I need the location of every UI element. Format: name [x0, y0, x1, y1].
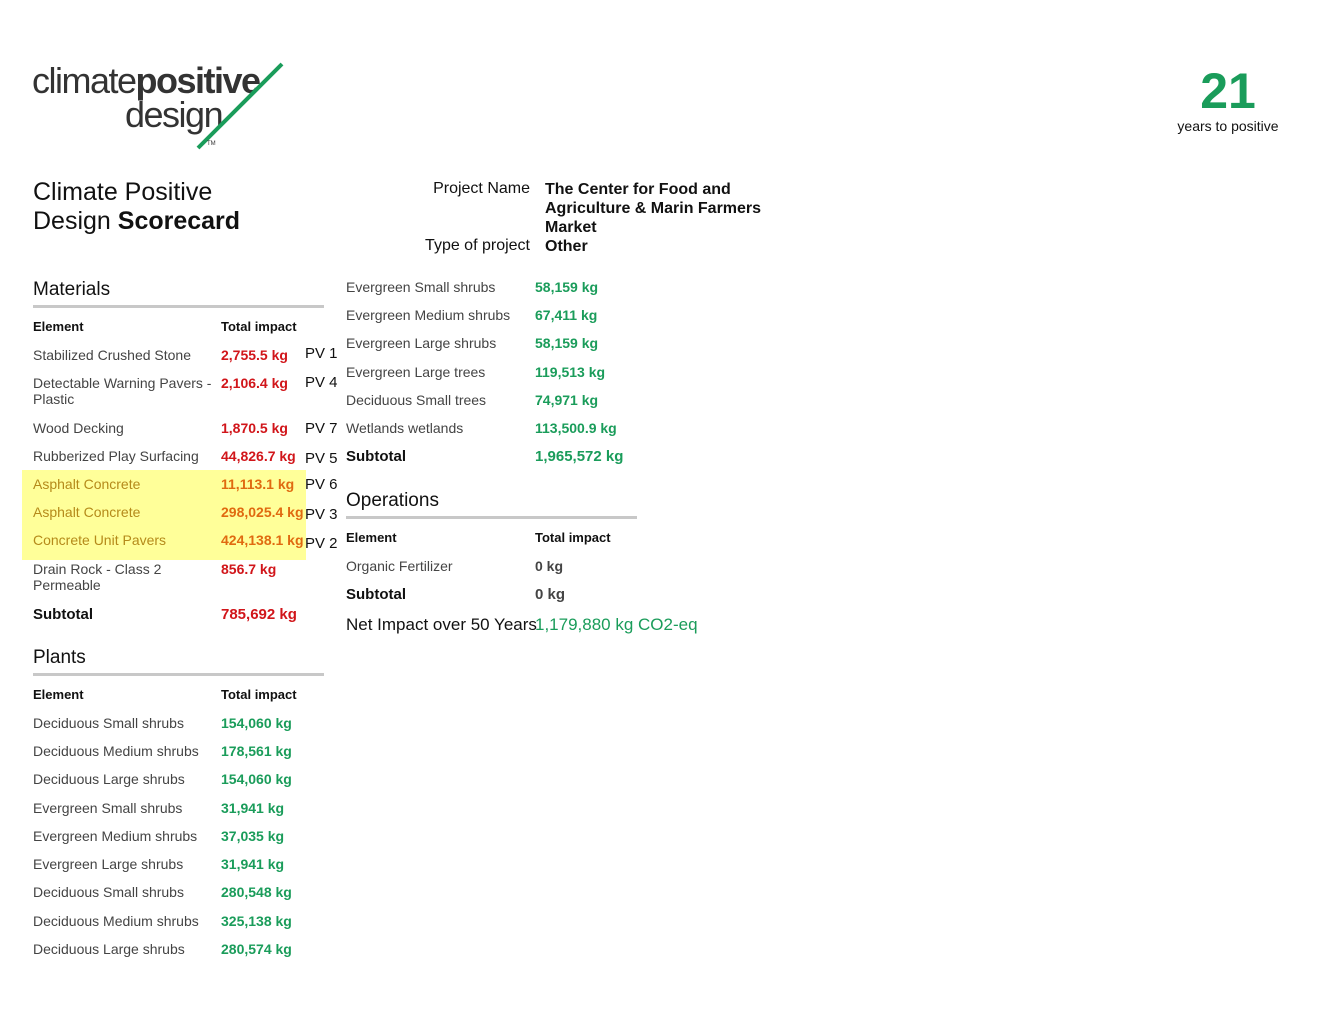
operations-divider: [346, 516, 637, 519]
title-line1: Climate Positive: [33, 178, 213, 206]
materials-row-value: 11,113.1 kg: [221, 476, 295, 492]
materials-col-element: Element: [33, 319, 84, 334]
plants-row-label: Deciduous Medium shrubs: [33, 743, 199, 759]
years-label: years to positive: [1177, 118, 1279, 134]
project-name-value: The Center for Food and Agriculture & Marin Farmers Market: [545, 181, 762, 236]
pv-tag: PV 7: [305, 420, 338, 437]
materials-row-label: Asphalt Concrete: [33, 504, 141, 520]
operations-subtotal-value: 0 kg: [535, 586, 566, 603]
plants-row-value: 74,971 kg: [535, 392, 599, 408]
materials-subtotal-label: Subtotal: [33, 606, 93, 623]
plants-row-value: 113,500.9 kg: [535, 420, 617, 436]
logo-text-positive: positive: [135, 60, 260, 101]
plants-row-label: Deciduous Small trees: [346, 392, 487, 408]
plants-subtotal-label: Subtotal: [346, 448, 406, 465]
pv-tag: PV 2: [305, 535, 338, 552]
project-type-label: Type of project: [425, 237, 530, 254]
plants-row-label: Deciduous Large shrubs: [33, 771, 185, 787]
plants-row-label: Deciduous Medium shrubs: [33, 913, 199, 929]
materials-subtotal-value: 785,692 kg: [221, 606, 297, 623]
operations-section-title: Operations: [346, 490, 439, 511]
plants-row-label: Evergreen Small shrubs: [33, 800, 183, 816]
materials-row-value: 298,025.4 kg: [221, 504, 304, 520]
plants-row-value: 31,941 kg: [221, 856, 285, 872]
plants-row-value: 154,060 kg: [221, 771, 292, 787]
materials-row-label: Drain Rock - Class 2 Permeable: [33, 561, 162, 593]
logo-text-design: design: [125, 94, 223, 135]
page-title: [33, 178, 240, 236]
plants-subtotal-value: 1,965,572 kg: [535, 448, 624, 465]
logo-trademark: TM: [207, 141, 216, 147]
climate-positive-design-logo: [32, 62, 292, 152]
pv-tag: PV 3: [305, 506, 338, 523]
plants-row-value: 280,574 kg: [221, 941, 292, 957]
project-name-label: Project Name: [433, 180, 530, 197]
materials-row-label: Concrete Unit Pavers: [33, 532, 167, 548]
net-impact-label: Net Impact over 50 Years: [346, 615, 537, 634]
operations-col-impact: Total impact: [535, 530, 611, 545]
materials-row-value: 1,870.5 kg: [221, 420, 288, 436]
operations-row-value: 0 kg: [535, 558, 564, 574]
years-value: 21: [1200, 63, 1256, 119]
plants-row-value: 325,138 kg: [221, 913, 292, 929]
materials-row-value: 856.7 kg: [221, 561, 277, 577]
title-bold: Scorecard: [117, 207, 241, 235]
materials-divider: [33, 305, 324, 308]
pv-tag: PV 5: [305, 450, 338, 467]
materials-row-label: Asphalt Concrete: [33, 476, 141, 492]
operations-subtotal-label: Subtotal: [346, 586, 406, 603]
materials-row-value: 44,826.7 kg: [221, 448, 296, 464]
years-to-positive: [1168, 64, 1288, 134]
pv-tag: PV 1: [305, 345, 338, 362]
plants-col-element: Element: [33, 687, 84, 702]
plants-row-value: 58,159 kg: [535, 335, 599, 351]
plants-row-label: Evergreen Medium shrubs: [33, 828, 198, 844]
plants-row-label: Evergreen Small shrubs: [346, 279, 496, 295]
logo-text-climate: climate: [32, 60, 136, 101]
materials-row-value: 2,106.4 kg: [221, 375, 288, 391]
plants-section-title: Plants: [33, 647, 86, 668]
plants-row-value: 67,411 kg: [535, 307, 598, 323]
materials-row-label: Rubberized Play Surfacing: [33, 448, 199, 464]
plants-col-impact: Total impact: [221, 687, 297, 702]
plants-row-value: 37,035 kg: [221, 828, 285, 844]
plants-row-label: Wetlands wetlands: [346, 420, 464, 436]
plants-row-value: 154,060 kg: [221, 715, 292, 731]
logo-slash-mark: [32, 62, 292, 152]
plants-row-label: Evergreen Large shrubs: [346, 335, 497, 351]
materials-row-label: Stabilized Crushed Stone: [33, 347, 191, 363]
plants-divider: [33, 673, 324, 676]
pv-tag: PV 6: [305, 476, 338, 493]
materials-col-impact: Total impact: [221, 319, 297, 334]
pv-tag: PV 4: [305, 374, 338, 391]
materials-row-value: 2,755.5 kg: [221, 347, 288, 363]
plants-row-value: 119,513 kg: [535, 364, 606, 380]
plants-row-label: Deciduous Small shrubs: [33, 884, 184, 900]
materials-row-value: 424,138.1 kg: [221, 532, 304, 548]
plants-row-label: Deciduous Large shrubs: [33, 941, 185, 957]
plants-row-value: 58,159 kg: [535, 279, 599, 295]
plants-row-label: Evergreen Medium shrubs: [346, 307, 511, 323]
plants-row-value: 178,561 kg: [221, 743, 292, 759]
plants-row-value: 280,548 kg: [221, 884, 292, 900]
project-type-value: Other: [545, 238, 588, 255]
title-line2: Design Scorecard: [33, 207, 241, 235]
operations-row-label: Organic Fertilizer: [346, 558, 453, 574]
plants-row-label: Evergreen Large shrubs: [33, 856, 184, 872]
plants-row-label: Evergreen Large trees: [346, 364, 486, 380]
plants-row-label: Deciduous Small shrubs: [33, 715, 184, 731]
plants-row-value: 31,941 kg: [221, 800, 285, 816]
materials-section-title: Materials: [33, 279, 111, 300]
materials-row-label: Detectable Warning Pavers - Plastic: [33, 375, 212, 407]
materials-row-label: Wood Decking: [33, 420, 124, 436]
operations-col-element: Element: [346, 530, 397, 545]
net-impact-value: 1,179,880 kg CO2-eq: [535, 615, 698, 634]
